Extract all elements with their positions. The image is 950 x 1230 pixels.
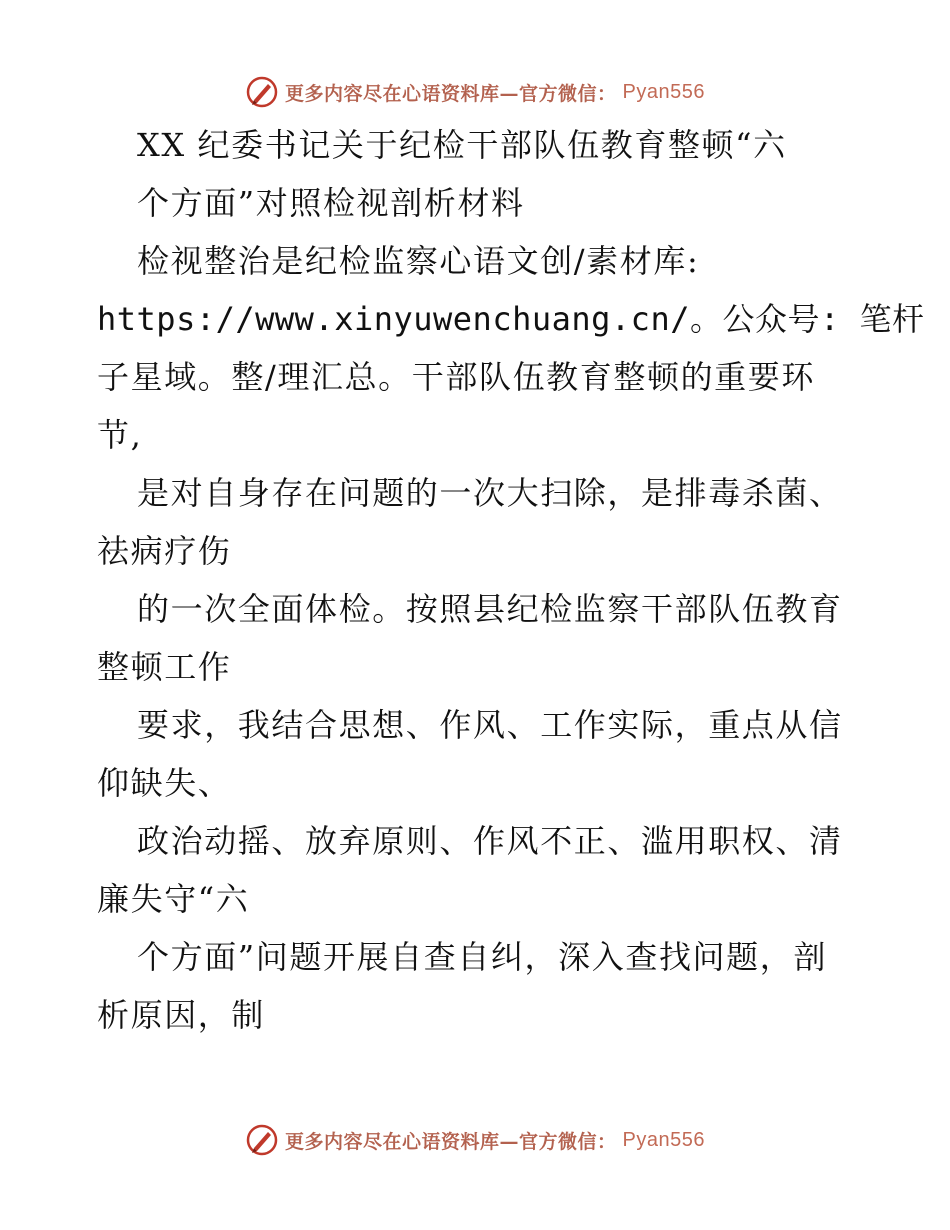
- paragraph-line: 要求，我结合思想、作风、工作实际，重点从信: [137, 706, 843, 744]
- paragraph-line: 整顿工作: [97, 648, 232, 686]
- paragraph-line: 廉失守“六: [97, 880, 250, 918]
- paragraph-line: 祛病疗伤: [97, 532, 232, 570]
- watermark-text: 更多内容尽在心语资料库—官方微信：: [285, 82, 617, 105]
- url-line: https://www.xinyuwenchuang.cn/。公众号: 笔杆: [97, 300, 925, 338]
- pen-logo-icon: [245, 1123, 279, 1157]
- paragraph-line: 个方面”问题开展自查自纠，深入查找问题，剖: [137, 938, 827, 976]
- paragraph-line: 子星域。整/理汇总。干部队伍教育整顿的重要环: [97, 358, 815, 396]
- watermark-text: 更多内容尽在心语资料库—官方微信：: [285, 1130, 617, 1153]
- paragraph-line: 检视整治是纪检监察心语文创/素材库:: [137, 242, 700, 280]
- paragraph-line: 是对自身存在问题的一次大扫除，是排毒杀菌、: [137, 474, 843, 512]
- paragraph-line: 政治动摇、放弃原则、作风不正、滥用职权、清: [137, 822, 843, 860]
- watermark-footer: [0, 1120, 950, 1160]
- paragraph-line: 节,: [97, 416, 143, 454]
- document-body: [97, 116, 925, 1044]
- doc-title-line-1: XX 纪委书记关于纪检干部队伍教育整顿“六: [137, 126, 787, 164]
- watermark-wechat-id: Pyan556: [622, 80, 705, 103]
- watermark-header: [0, 72, 950, 112]
- pen-logo-icon: [245, 75, 279, 109]
- doc-title-line-2: 个方面”对照检视剖析材料: [137, 184, 525, 222]
- paragraph-line: 析原因，制: [97, 996, 266, 1034]
- paragraph-line: 仰缺失、: [97, 764, 232, 802]
- paragraph-line: 的一次全面体检。按照县纪检监察干部队伍教育: [137, 590, 843, 628]
- watermark-wechat-id: Pyan556: [622, 1128, 705, 1151]
